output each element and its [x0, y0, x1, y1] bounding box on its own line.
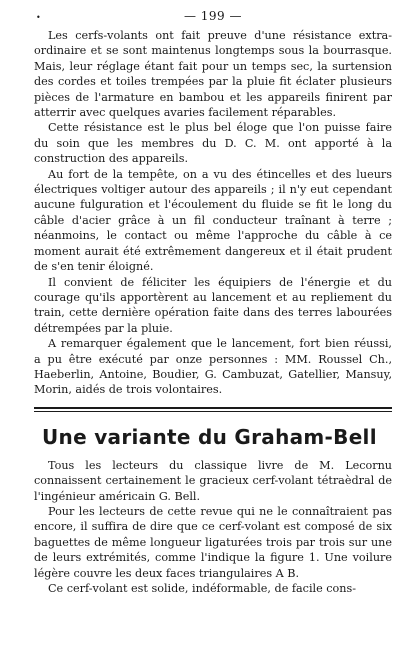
paragraph-lecornu: Tous les lecteurs du classique livre de M. Lecornu connaissent certainement le gracieux cerf-volant tétraèdral de l'ingénieur américain G. Bell.	[34, 458, 392, 503]
paragraph-praise: Cette résistance est le plus bel éloge que l'on puisse faire du soin que les membres du D. C. M. ont apporté à la construction des appareils.	[34, 121, 392, 166]
page	[34, 8, 392, 596]
paragraph-description: Pour les lecteurs de cette revue qui ne le connaîtraient pas encore, il suffira de dire que ce cerf-volant est composé de six baguettes de même longueur ligaturées trois par trois sur une de leurs extrémités, comme l'indique la figure 1. Une voilure légère couvre les deux faces triangulaires A B.	[34, 504, 392, 580]
paragraph-launch: A remarquer également que le lancement, fort bien réussi, a pu être exécuté par onze personnes : MM. Roussel Ch., Haeberlin, Antoine, Boudier, G. Cambuzat, Gatellier, Mansuy, Morin, aidés de trois volontaires.	[34, 337, 392, 397]
article-body-bottom	[34, 458, 392, 597]
paragraph-crew: Il convient de féliciter les équipiers de l'énergie et du courage qu'ils apportèrent au lancement et au repliement du train, cette dernière opération faite dans des terres labourées détrempées par la pluie.	[34, 275, 392, 335]
article-title: Une variante du Graham-Bell	[42, 424, 377, 449]
article-body-top	[34, 28, 392, 398]
paragraph-storm: Au fort de la tempête, on a vu des étincelles et des lueurs électriques voltiger autour des appareils ; il n'y eut cependant aucune fulguration et l'écoulement du fluide se fit le long du câble d'acier grâce à un fil conducteur traînant à terre ; néanmoins, le contact ou même l'approche du câble à ce moment aurait été extrêmement dangereux et il était prudent de s'en tenir éloigné.	[34, 167, 392, 274]
paragraph-kite-resistance: Les cerfs-volants ont fait preuve d'une résistance extra-ordinaire et se sont maintenus longtemps sous la bourrasque. Mais, leur réglage étant fait pour un temps sec, la surtension des cordes et toiles trempées par la pluie fit éclater plusieurs pièces de l'armature en bambou et les appareils finirent par atterrir avec quelques avaries facilement réparables.	[34, 29, 392, 120]
stray-dot-mark: •	[36, 13, 41, 22]
section-divider	[34, 407, 392, 412]
page-number: — 199 —	[183, 9, 243, 23]
paragraph-construction: Ce cerf-volant est solide, indéformable, de facile cons-	[48, 582, 357, 595]
